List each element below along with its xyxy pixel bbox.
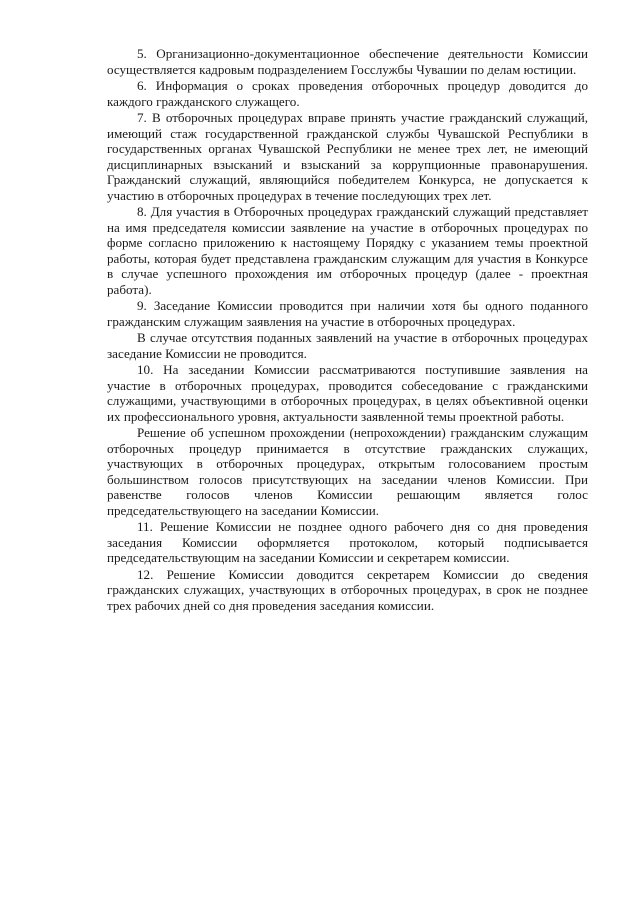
document-page bbox=[107, 46, 588, 613]
paragraph-9-continued: В случае отсутствия поданных заявлений на участие в отборочных процедурах заседание Комиссии не проводится. bbox=[107, 330, 588, 361]
paragraph-7: 7. В отборочных процедурах вправе принять участие гражданский служащий, имеющий стаж государственной гражданской службы Чувашской Республики в государственных органах Чувашской Республики не менее трех лет, не имеющий дисциплинарных взысканий и взысканий за коррупционные правонарушения. Гражданский служащий, являющийся победителем Конкурса, не допускается к участию в отборочных процедурах в течение последующих трех лет. bbox=[107, 110, 588, 203]
paragraph-10-continued: Решение об успешном прохождении (непрохождении) гражданским служащим отборочных процедур принимается в отсутствие гражданских служащих, участвующих в отборочных процедурах, открытым голосованием простым большинством голосов присутствующих на заседании членов Комиссии. При равенстве голосов членов Комиссии решающим является голос председательствующего на заседании Комиссии. bbox=[107, 425, 588, 518]
paragraph-9: 9. Заседание Комиссии проводится при наличии хотя бы одного поданного гражданским служащим заявления на участие в отборочных процедурах. bbox=[107, 298, 588, 329]
paragraph-5: 5. Организационно-документационное обеспечение деятельности Комиссии осуществляется кадровым подразделением Госслужбы Чувашии по делам юстиции. bbox=[107, 46, 588, 77]
paragraph-8: 8. Для участия в Отборочных процедурах гражданский служащий представляет на имя председателя комиссии заявление на участие в отборочных процедурах по форме согласно приложению к настоящему Порядку с указанием темы проектной работы, которая будет представлена гражданским служащим для участия в Конкурсе в случае успешного прохождения им отборочных процедур (далее - проектная работа). bbox=[107, 204, 588, 297]
paragraph-6: 6. Информация о сроках проведения отборочных процедур доводится до каждого гражданского служащего. bbox=[107, 78, 588, 109]
paragraph-11: 11. Решение Комиссии не позднее одного рабочего дня со дня проведения заседания Комиссии оформляется протоколом, который подписывается председательствующим на заседании Комиссии и секретарем комиссии. bbox=[107, 519, 588, 565]
paragraph-10: 10. На заседании Комиссии рассматриваются поступившие заявления на участие в отборочных процедурах, проводится собеседование с гражданскими служащими, участвующими в отборочных процедурах, в целях объективной оценки их профессионального уровня, актуальности заявленной темы проектной работы. bbox=[107, 362, 588, 424]
paragraph-12: 12. Решение Комиссии доводится секретарем Комиссии до сведения гражданских служащих, участвующих в отборочных процедурах, в срок не позднее трех рабочих дней со дня проведения заседания комиссии. bbox=[107, 566, 588, 613]
